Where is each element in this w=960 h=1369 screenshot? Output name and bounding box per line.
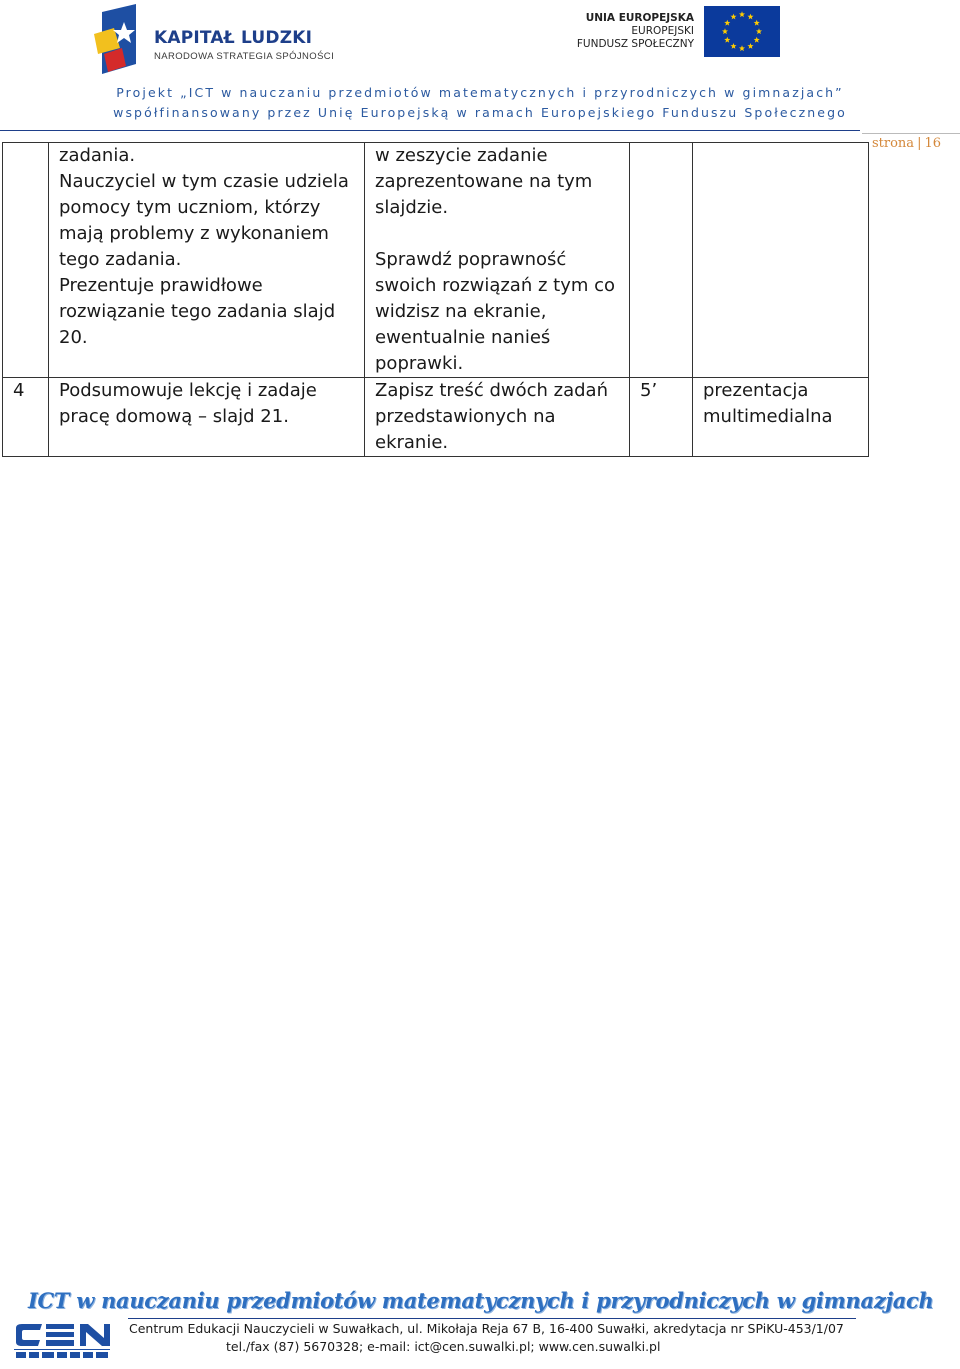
cen-suwalki-logo-icon	[12, 1322, 112, 1360]
eu-line-2: EUROPEJSKI	[631, 25, 694, 37]
header-divider	[0, 130, 860, 131]
student-text: w zeszycie zadanie zaprezentowane na tym slajdzie.	[375, 145, 593, 218]
page-number-separator: |	[917, 136, 922, 151]
teacher-text: Nauczyciel w tym czasie udziela pomocy tym uczniom, którzy mają problemy z wykonaniem tego zadania.	[59, 171, 349, 270]
step-number-cell: 4	[3, 378, 49, 457]
eu-flag-icon	[704, 6, 780, 57]
teaching-aids-cell: prezentacja multimedialna	[693, 378, 869, 457]
paragraph-gap	[375, 221, 619, 247]
page-number-label: strona	[872, 136, 915, 151]
eu-logo	[576, 6, 786, 60]
teacher-text: Prezentuje prawidłowe rozwiązanie tego zadania slajd 20.	[59, 275, 336, 348]
page-number-value: 16	[924, 136, 941, 151]
project-cofinancing: współfinansowany przez Unię Europejską w ramach Europejskiego Funduszu Społecznego	[113, 105, 847, 120]
teacher-activity-cell: Podsumowuje lekcję i zadaje pracę domową – slajd 21.	[49, 378, 365, 457]
project-title: Projekt „ICT w nauczaniu przedmiotów matematycznych i przyrodniczych w gimnazjach”	[116, 85, 844, 100]
footer-project-title: ICT w nauczaniu przedmiotów matematycznych i przyrodniczych w gimnazjach	[28, 1288, 934, 1313]
kapital-ludzki-logo-icon	[92, 4, 148, 76]
lesson-plan-table	[2, 142, 869, 457]
footer-contact: tel./fax (87) 5670328; e-mail: ict@cen.suwalki.pl; www.cen.suwalki.pl	[226, 1339, 661, 1354]
kapital-ludzki-logo	[92, 4, 335, 76]
student-activity-cell: Zapisz treść dwóch zadań przedstawionych na ekranie.	[365, 378, 630, 457]
student-activity-cell	[365, 143, 630, 378]
kapital-ludzki-subtitle: NARODOWA STRATEGIA SPÓJNOŚCI	[154, 51, 335, 62]
step-number-cell	[3, 143, 49, 378]
footer-address: Centrum Edukacji Nauczycieli w Suwałkach, ul. Mikołaja Reja 67 B, 16-400 Suwałki, akredytacja nr SPiKU-453/1/07	[129, 1321, 844, 1336]
teaching-aids-cell	[693, 143, 869, 378]
footer-divider	[128, 1318, 856, 1319]
time-cell: 5’	[630, 378, 693, 457]
student-text: Sprawdź poprawność swoich rozwiązań z tym co widzisz na ekranie, ewentualnie nanieś poprawki.	[375, 249, 616, 374]
eu-line-3: FUNDUSZ SPOŁECZNY	[576, 38, 694, 50]
eu-line-1: UNIA EUROPEJSKA	[585, 12, 694, 24]
table-row	[3, 143, 869, 378]
kapital-ludzki-title: KAPITAŁ LUDZKI	[154, 28, 313, 48]
teacher-activity-cell	[49, 143, 365, 378]
eu-logo-text	[577, 12, 694, 51]
teacher-text: zadania.	[59, 145, 136, 166]
table-row	[3, 378, 869, 457]
time-cell	[630, 143, 693, 378]
page-number	[872, 136, 941, 151]
page-number-divider	[862, 133, 960, 134]
